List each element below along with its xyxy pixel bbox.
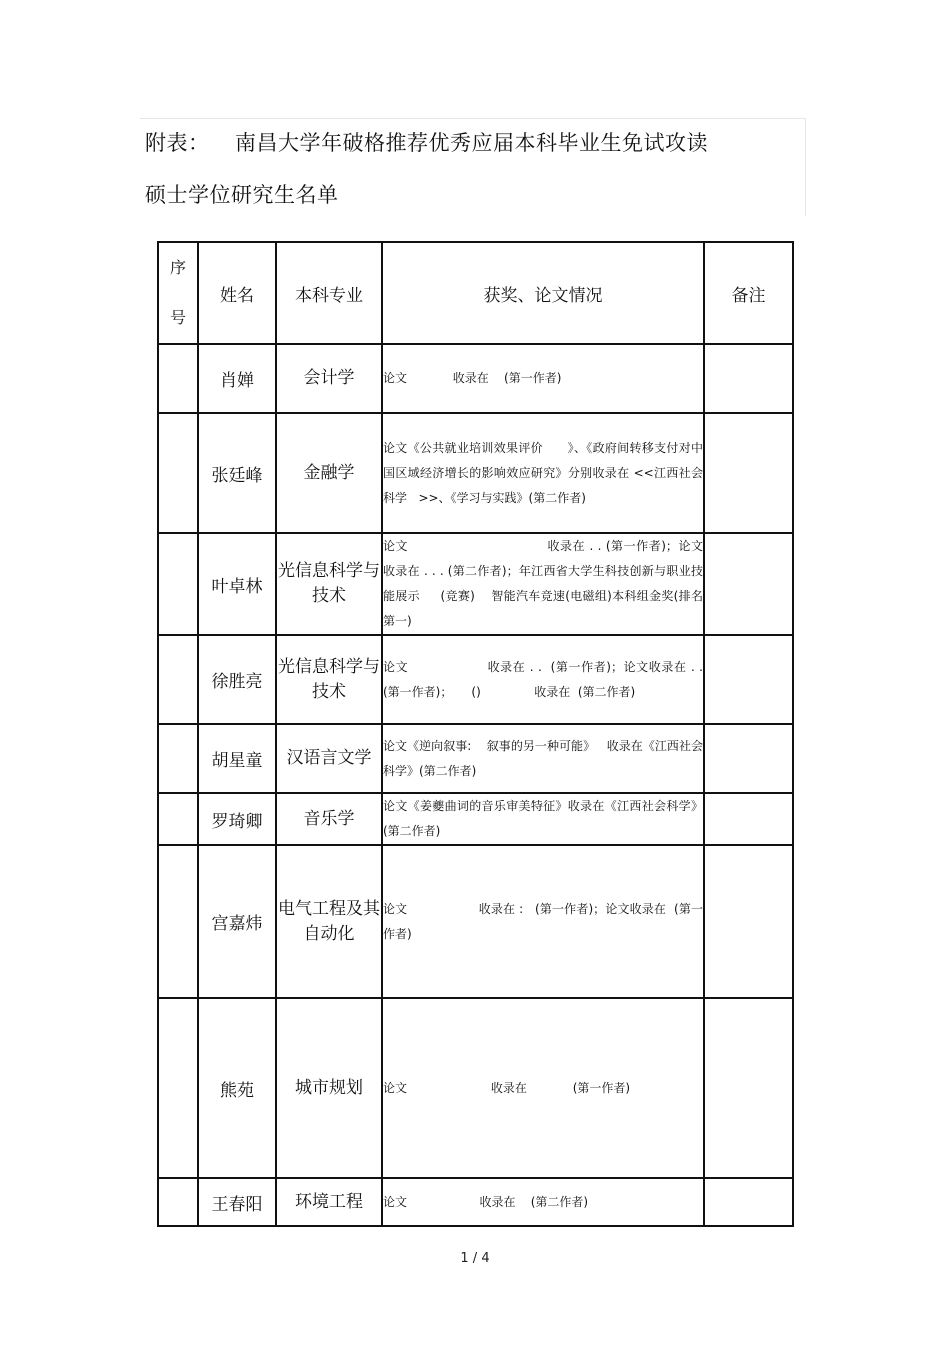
- table-row: [158, 344, 793, 413]
- title-prefix: 附表：: [145, 131, 210, 155]
- row-name: 张廷峰: [198, 413, 276, 533]
- row-name: 胡星童: [198, 724, 276, 793]
- row-name: 徐胜亮: [198, 635, 276, 724]
- row-awards-text: 论文 收录在 (第二作者): [383, 1194, 589, 1209]
- row-awards: [382, 533, 787, 635]
- row-remarks: [704, 845, 793, 998]
- row-no: [158, 998, 198, 1178]
- title-line-2: 硕士学位研究生名单: [145, 183, 339, 207]
- row-no: [158, 533, 198, 635]
- row-awards: [382, 413, 704, 533]
- table-row: [158, 724, 793, 793]
- row-no: [158, 635, 198, 724]
- row-remarks: [704, 1178, 793, 1226]
- recommendation-table: [157, 241, 794, 1227]
- header-major: 本科专业: [276, 242, 382, 344]
- row-awards-text: 论文 收录在 (第一作者): [383, 371, 562, 385]
- table-row: [158, 413, 793, 533]
- header-no-label: 序 号: [169, 258, 186, 327]
- table-row: [158, 793, 793, 845]
- row-name: 宫嘉炜: [198, 845, 276, 998]
- row-awards-text: 论文《姜夔曲词的音乐审美特征》收录在《江西社会科学》(第二作者): [383, 799, 703, 838]
- row-awards: [382, 1178, 704, 1226]
- row-major: 电气工程及其自动化: [276, 845, 382, 998]
- row-name: 熊苑: [198, 998, 276, 1178]
- row-no: [158, 344, 198, 413]
- row-name: 叶卓林: [198, 533, 276, 635]
- row-major: 音乐学: [276, 793, 382, 845]
- page-number: 1 / 4: [460, 1251, 490, 1266]
- row-major: 光信息科学与技术: [276, 635, 382, 724]
- row-major: 会计学: [276, 344, 382, 413]
- row-awards-text: 论文 收录在 . . (第一作者)；论文 收录在 . . . (第二作者)；年江西省大学生科技创新与职业技能展示 (竞赛) 智能汽车竞速(电磁组)本科组金奖(排名第一): [383, 539, 787, 628]
- row-major: 环境工程: [276, 1178, 382, 1226]
- table-header-row: [158, 242, 793, 344]
- row-remarks: [704, 793, 793, 845]
- row-remarks: [704, 724, 793, 793]
- row-no: [158, 793, 198, 845]
- row-awards: [382, 793, 704, 845]
- row-remarks: [704, 344, 793, 413]
- page-title: [145, 127, 708, 157]
- row-remarks: [704, 998, 793, 1178]
- row-no: [158, 845, 198, 998]
- row-name: 罗琦卿: [198, 793, 276, 845]
- header-name: 姓名: [198, 242, 276, 344]
- table-row: [158, 635, 793, 724]
- title-line-1: 南昌大学年破格推荐优秀应届本科毕业生免试攻读: [235, 131, 708, 155]
- header-no: [158, 242, 198, 344]
- row-major: 金融学: [276, 413, 382, 533]
- row-major: 城市规划: [276, 998, 382, 1178]
- header-remarks: 备注: [704, 242, 793, 344]
- row-remarks: [704, 635, 793, 724]
- header-awards: 获奖、论文情况: [382, 242, 704, 344]
- row-major: 汉语言文学: [276, 724, 382, 793]
- row-no: [158, 413, 198, 533]
- table-row: [158, 845, 793, 998]
- row-no: [158, 1178, 198, 1226]
- row-awards: [382, 998, 704, 1178]
- row-awards: [382, 845, 704, 998]
- row-awards: [382, 344, 704, 413]
- row-name: 肖婵: [198, 344, 276, 413]
- row-awards-text: 论文 收录在 : (第一作者)；论文收录在 (第一作者): [383, 901, 703, 941]
- row-awards-text: 论文《逆向叙事: 叙事的另一种可能》 收录在《江西社会科学》(第二作者): [383, 738, 703, 778]
- table-row: [158, 998, 793, 1178]
- row-remarks: [704, 413, 793, 533]
- row-awards-text: 论文 收录在 . . (第一作者)；论文收录在 . . (第一作者)； () 收录在 (第二作者): [383, 659, 711, 699]
- row-awards-text: 论文《公共就业培训效果评价 》、《政府间转移支付对中国区域经济增长的影响效应研究》分别收录在 <<江西社会科学 >>、《学习与实践》(第二作者): [383, 440, 703, 505]
- row-name: 王春阳: [198, 1178, 276, 1226]
- row-no: [158, 724, 198, 793]
- table-row: [158, 1178, 793, 1226]
- table-row: [158, 533, 793, 635]
- row-awards: [382, 635, 711, 724]
- row-awards: [382, 724, 704, 793]
- row-awards-text: 论文 收录在 (第一作者): [383, 1080, 631, 1095]
- row-major: 光信息科学与技术: [276, 533, 382, 635]
